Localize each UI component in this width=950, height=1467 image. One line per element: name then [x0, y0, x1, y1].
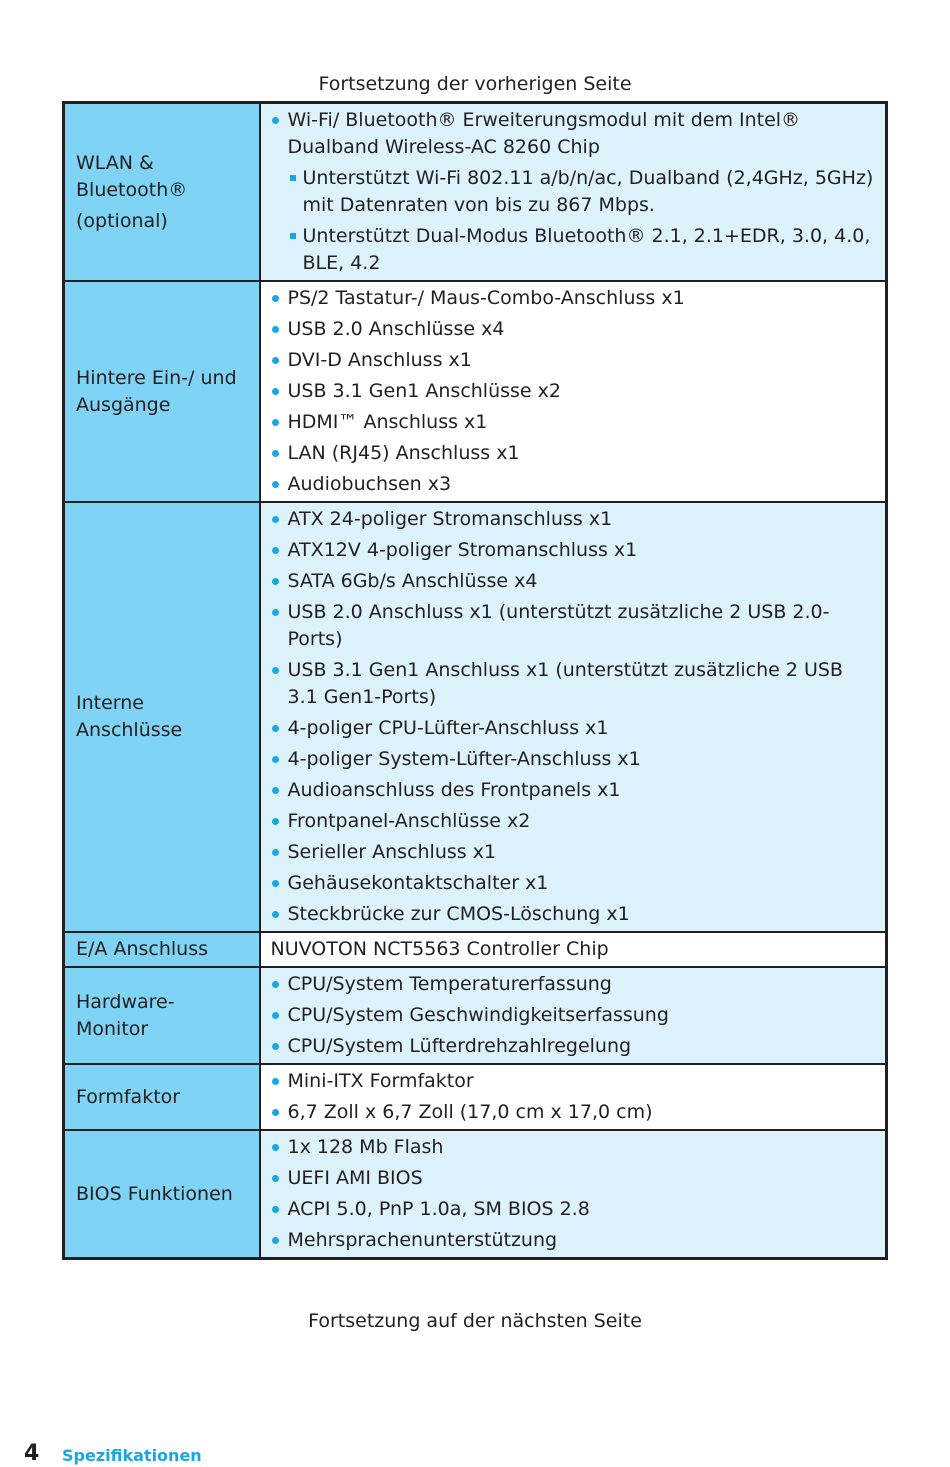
- spec-row-bios-features: [64, 1130, 887, 1259]
- spec-item: CPU/System Geschwindigkeitserfassung: [270, 1002, 878, 1029]
- spec-item: USB 2.0 Anschluss x1 (unterstützt zusätzliche 2 USB 2.0-Ports): [270, 599, 878, 653]
- spec-row-rear-io: [64, 281, 887, 502]
- spec-item-text: Wi-Fi/ Bluetooth® Erweiterungsmodul mit dem Intel® Dualband Wireless-AC 8260 Chip: [287, 109, 801, 158]
- spec-item: HDMI™ Anschluss x1: [270, 409, 878, 436]
- spec-item: UEFI AMI BIOS: [270, 1165, 878, 1192]
- spec-item: ACPI 5.0, PnP 1.0a, SM BIOS 2.8: [270, 1196, 878, 1223]
- spec-label-line: Hintere Ein-/ und: [76, 366, 237, 389]
- spec-item: Frontpanel-Anschlüsse x2: [270, 808, 878, 835]
- spec-label: [64, 502, 260, 932]
- spec-label: [64, 1064, 260, 1130]
- page-number: 4: [24, 1441, 40, 1466]
- spec-item: CPU/System Lüfterdrehzahlregelung: [270, 1033, 878, 1060]
- spec-label-line: Formfaktor: [76, 1085, 181, 1108]
- spec-value: [260, 502, 887, 932]
- spec-item: 4-poliger CPU-Lüfter-Anschluss x1: [270, 715, 878, 742]
- spec-item: 6,7 Zoll x 6,7 Zoll (17,0 cm x 17,0 cm): [270, 1099, 878, 1126]
- spec-item: Audioanschluss des Frontpanels x1: [270, 777, 878, 804]
- spec-item: [270, 107, 878, 277]
- spec-subitem-text: Unterstützt Wi-Fi 802.11 a/b/n/ac, Dualband (2,4GHz, 5GHz) mit Datenraten von bis zu 867 Mbps.: [302, 167, 874, 216]
- spec-item: ATX12V 4-poliger Stromanschluss x1: [270, 537, 878, 564]
- spec-value-text: NUVOTON NCT5563 Controller Chip: [270, 938, 609, 960]
- spec-item: USB 2.0 Anschlüsse x4: [270, 316, 878, 343]
- caption-continued-on-next: Fortsetzung auf der nächsten Seite: [308, 1310, 642, 1332]
- spec-item: 4-poliger System-Lüfter-Anschluss x1: [270, 746, 878, 773]
- spec-item: CPU/System Temperaturerfassung: [270, 971, 878, 998]
- spec-label-line: Hardware-: [76, 990, 175, 1013]
- spec-label-line: Interne: [76, 692, 144, 714]
- spec-label: [64, 281, 260, 502]
- spec-label-line: Bluetooth®: [76, 178, 188, 201]
- spec-row-hardware-monitor: [64, 967, 887, 1064]
- spec-label-line: Anschlüsse: [76, 719, 183, 741]
- spec-label: [64, 932, 260, 967]
- spec-label-line: Monitor: [76, 1017, 149, 1040]
- spec-label: [64, 967, 260, 1064]
- spec-item: Gehäusekontaktschalter x1: [270, 870, 878, 897]
- spec-value: [260, 967, 887, 1064]
- spec-item: Audiobuchsen x3: [270, 471, 878, 498]
- spec-subitem-text: Unterstützt Dual-Modus Bluetooth® 2.1, 2.1+EDR, 3.0, 4.0, BLE, 4.2: [302, 225, 871, 274]
- spec-item: SATA 6Gb/s Anschlüsse x4: [270, 568, 878, 595]
- spec-value: [260, 281, 887, 502]
- spec-subitem: [288, 165, 878, 219]
- spec-subitem: [288, 223, 878, 277]
- spec-item: USB 3.1 Gen1 Anschlüsse x2: [270, 378, 878, 405]
- spec-label-line: Ausgänge: [76, 393, 171, 416]
- spec-item: Serieller Anschluss x1: [270, 839, 878, 866]
- spec-label-line: BIOS Funktionen: [76, 1182, 233, 1205]
- spec-item: Mehrsprachenunterstützung: [270, 1227, 878, 1254]
- spec-label-line: WLAN &: [76, 151, 154, 174]
- footer-section-title: Spezifikationen: [62, 1446, 202, 1465]
- spec-row-wlan-bluetooth: [64, 103, 887, 282]
- spec-item: 1x 128 Mb Flash: [270, 1134, 878, 1161]
- spec-item: ATX 24-poliger Stromanschluss x1: [270, 506, 878, 533]
- spec-row-form-factor: [64, 1064, 887, 1130]
- caption-continued-from-previous: Fortsetzung der vorherigen Seite: [318, 73, 632, 95]
- spec-value: [260, 1130, 887, 1259]
- spec-item: USB 3.1 Gen1 Anschluss x1 (unterstützt zusätzliche 2 USB 3.1 Gen1-Ports): [270, 657, 878, 711]
- spec-row-internal-connectors: [64, 502, 887, 932]
- spec-value: [260, 932, 887, 967]
- spec-item: PS/2 Tastatur-/ Maus-Combo-Anschluss x1: [270, 285, 878, 312]
- spec-label: [64, 1130, 260, 1259]
- spec-label-line: E/A Anschluss: [76, 938, 208, 960]
- spec-item: Steckbrücke zur CMOS-Löschung x1: [270, 901, 878, 928]
- spec-label: [64, 103, 260, 282]
- spec-row-io-controller: [64, 932, 887, 967]
- spec-item: LAN (RJ45) Anschluss x1: [270, 440, 878, 467]
- specification-table: [62, 101, 888, 1260]
- spec-label-line: (optional): [76, 209, 168, 232]
- spec-value: [260, 103, 887, 282]
- spec-item: Mini-ITX Formfaktor: [270, 1068, 878, 1095]
- spec-item: DVI-D Anschluss x1: [270, 347, 878, 374]
- spec-value: [260, 1064, 887, 1130]
